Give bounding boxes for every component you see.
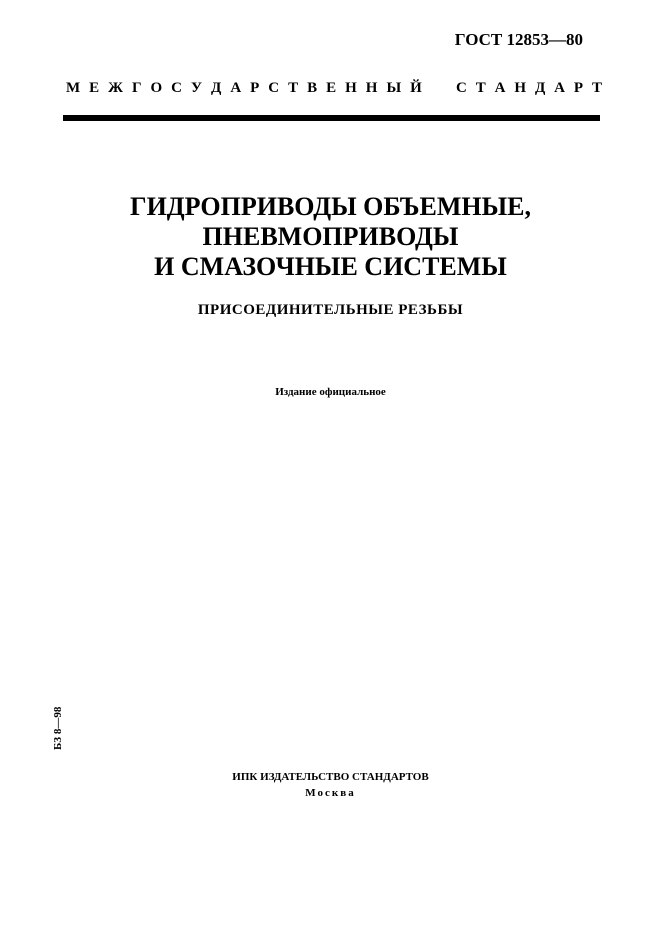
publisher-city: Москва xyxy=(305,787,356,799)
banner-letter: В xyxy=(307,80,318,96)
banner-letter: А xyxy=(494,80,506,96)
banner-letter: О xyxy=(150,80,163,96)
document-title xyxy=(0,192,661,282)
banner-word-standard xyxy=(456,80,602,97)
banner-letter: М xyxy=(66,80,81,96)
banner-letter: Р xyxy=(250,80,260,96)
banner-letter: Д xyxy=(211,80,222,96)
banner-letter: Н xyxy=(365,80,378,96)
banner-letter: Н xyxy=(345,80,357,96)
banner-letter: Ы xyxy=(386,80,402,96)
title-line: ПНЕВМОПРИВОДЫ xyxy=(202,222,459,251)
banner-letter: С xyxy=(456,80,467,96)
banner-letter: С xyxy=(268,80,280,96)
document-subtitle: ПРИСОЕДИНИТЕЛЬНЫЕ РЕЗЬБЫ xyxy=(197,302,464,318)
banner-letter: Р xyxy=(573,80,584,96)
banner-letter: Т xyxy=(288,80,299,96)
banner-word-interstate xyxy=(66,80,422,97)
banner-letter: Й xyxy=(410,80,422,96)
banner-letter: Т xyxy=(591,80,602,96)
title-line: ГИДРОПРИВОДЫ ОБЪЕМНЫЕ, xyxy=(130,192,531,221)
side-catalog-code: БЗ 8—98 xyxy=(52,706,64,750)
banner-letter: Е xyxy=(326,80,337,96)
banner-letter: Н xyxy=(514,80,527,96)
banner-letter: С xyxy=(171,80,183,96)
banner-letter: Т xyxy=(475,80,486,96)
title-line: И СМАЗОЧНЫЕ СИСТЕМЫ xyxy=(154,252,507,281)
banner-letter: У xyxy=(191,80,203,96)
document-code: ГОСТ 12853—80 xyxy=(454,30,583,49)
banner-letter: Ж xyxy=(108,80,123,96)
banner-letter: Е xyxy=(89,80,100,96)
edition-note: Издание официальное xyxy=(275,386,386,398)
banner-letter: Д xyxy=(534,80,546,96)
standard-type-banner xyxy=(66,80,602,97)
banner-letter: А xyxy=(230,80,242,96)
header-rule xyxy=(63,115,600,121)
banner-letter: Г xyxy=(131,80,142,96)
publisher-name: ИПК ИЗДАТЕЛЬСТВО СТАНДАРТОВ xyxy=(232,771,429,783)
banner-letter: А xyxy=(554,80,565,96)
